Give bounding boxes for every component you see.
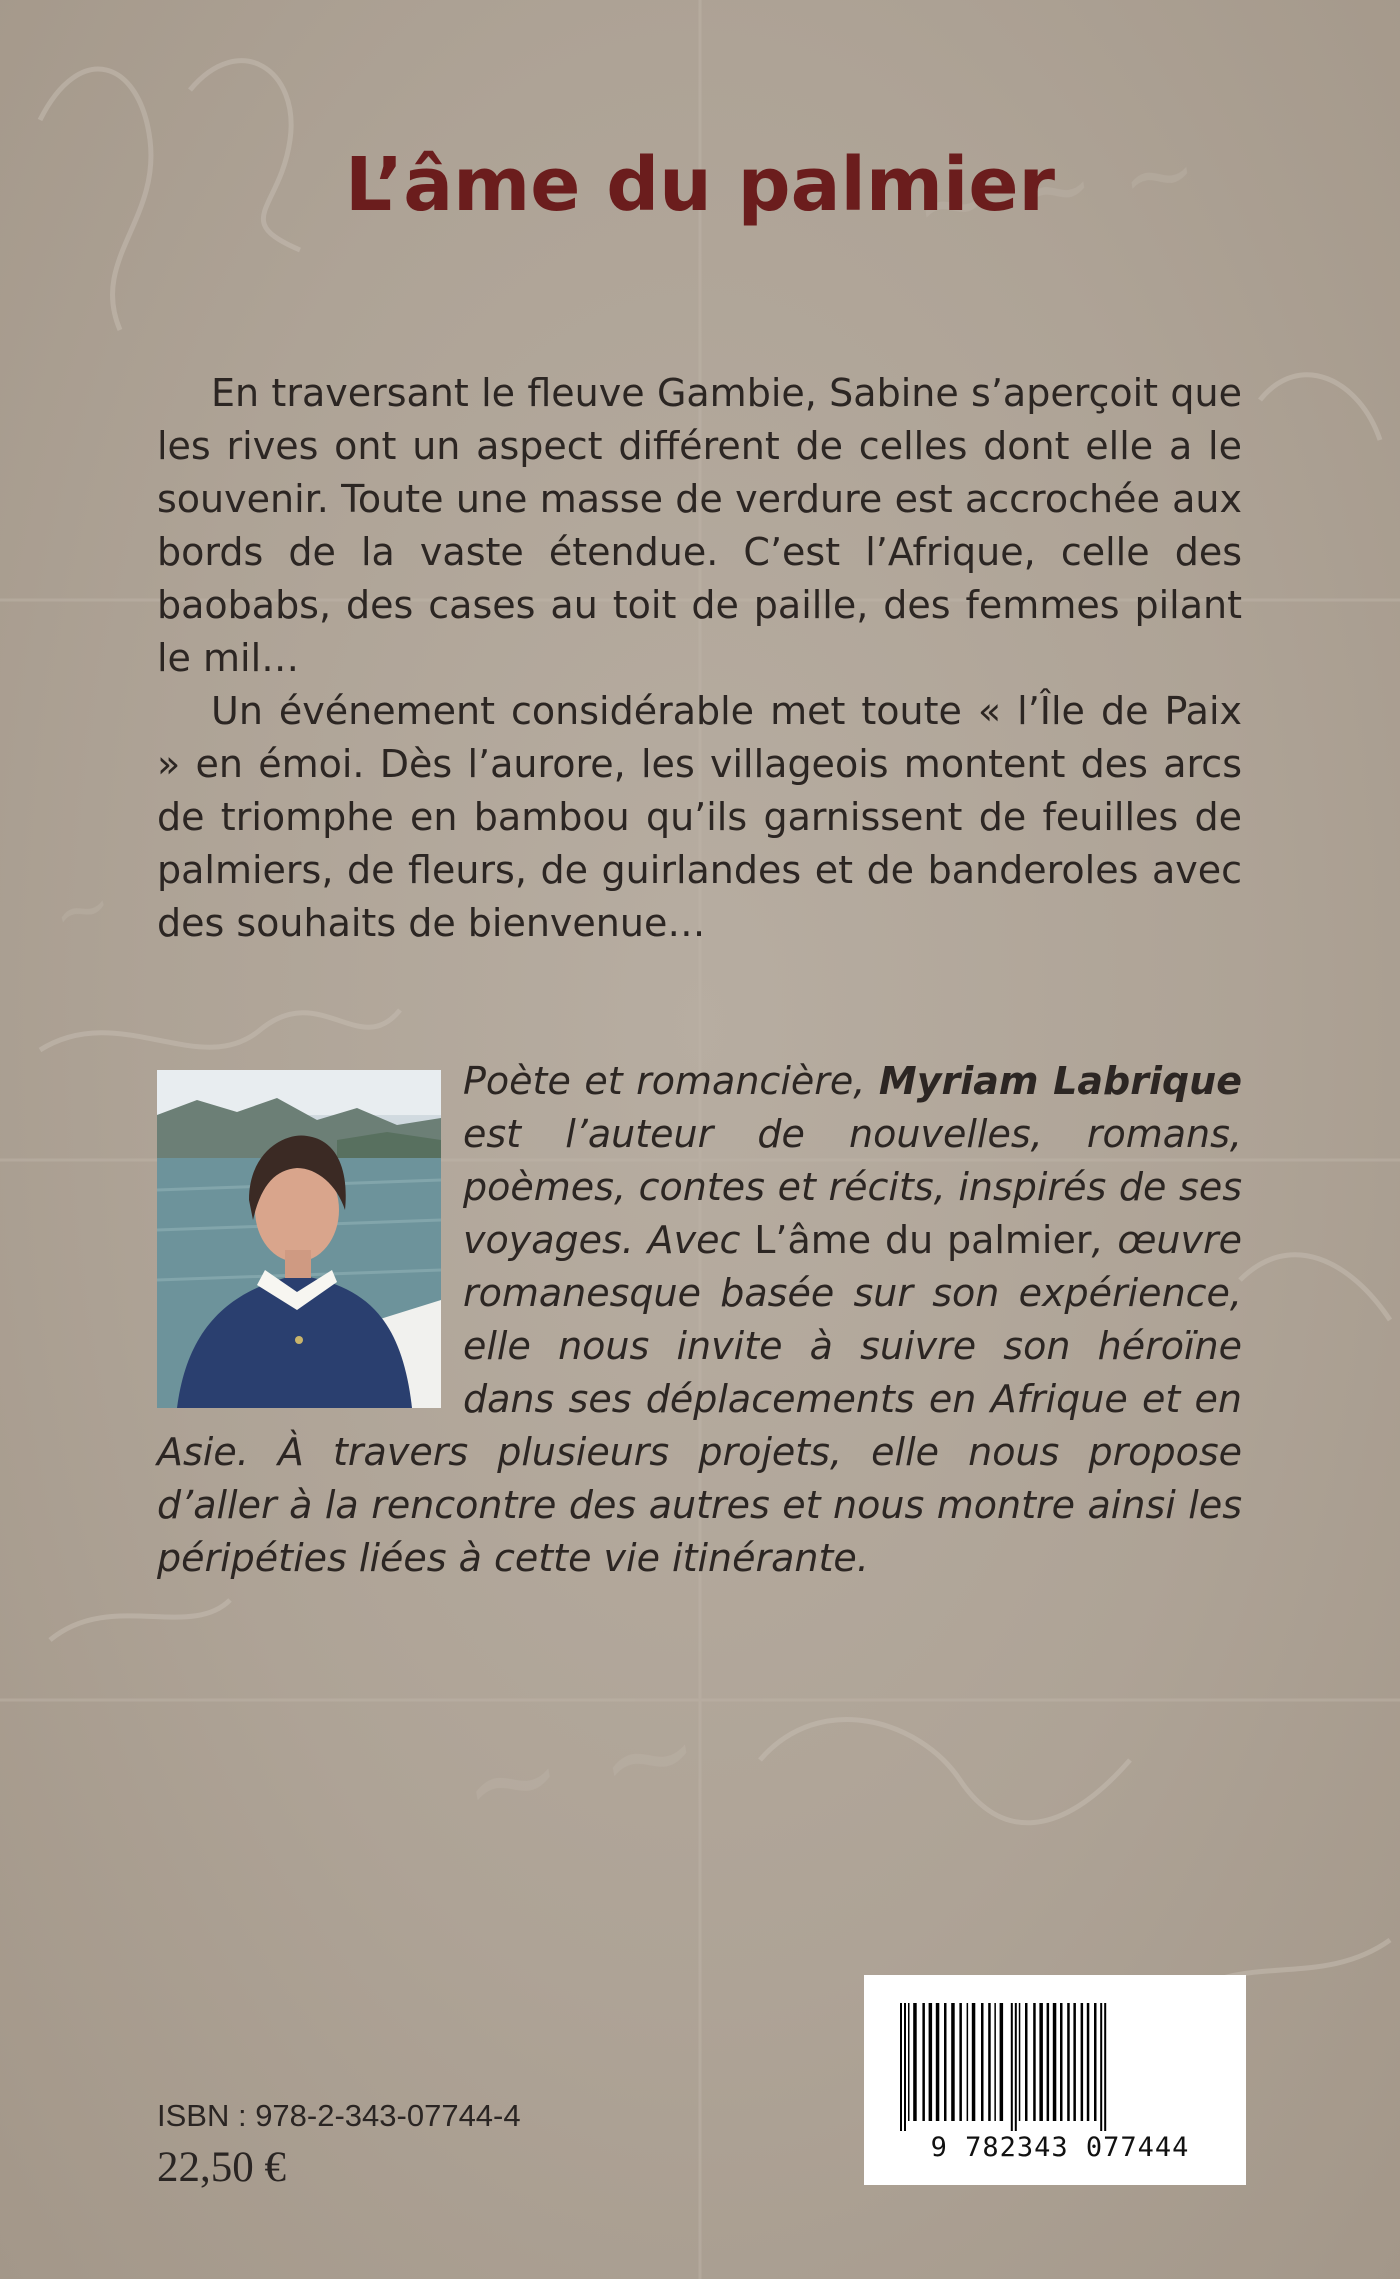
barcode-bar	[951, 2003, 955, 2121]
synopsis	[157, 367, 1242, 950]
barcode-guard-bar	[1104, 2003, 1106, 2131]
barcode-guard-bar	[900, 2003, 902, 2131]
barcode-bar	[1019, 2003, 1021, 2121]
barcode-guard-bar	[1100, 2003, 1102, 2131]
author-bio	[157, 1055, 1242, 1585]
barcode-bar	[1039, 2003, 1043, 2121]
barcode-bar	[967, 2003, 969, 2121]
barcode-bar	[1060, 2003, 1063, 2121]
barcode-bar	[1081, 2003, 1084, 2121]
synopsis-paragraph-2: Un événement considérable met toute « l’Île de Paix » en émoi. Dès l’aurore, les villageois montent des arcs de triomphe en bambou qu’ils garnissent de feuilles de palmiers, de fleurs, de guirlandes et de banderoles avec des souhaits de bienvenue…	[157, 689, 1242, 945]
barcode-bar	[936, 2003, 940, 2121]
book-title-reference: L’âme du palmier	[754, 1218, 1092, 1262]
barcode-bar	[913, 2003, 917, 2121]
barcode	[884, 2003, 1226, 2133]
barcode-bar	[1053, 2003, 1057, 2121]
barcode-guard-bar	[1011, 2003, 1013, 2131]
barcode-guard-bar	[904, 2003, 906, 2131]
barcode-bar	[994, 2003, 996, 2121]
barcode-bar	[1033, 2003, 1036, 2121]
barcode-bar	[1067, 2003, 1070, 2121]
barcode-bar	[944, 2003, 947, 2121]
author-photo	[157, 1070, 441, 1408]
barcode-bar	[1073, 2003, 1076, 2121]
barcode-panel	[864, 1975, 1246, 2185]
barcode-bar	[981, 2003, 984, 2121]
barcode-digits: 9 782343 077444	[930, 2132, 1190, 2163]
barcode-bar	[1094, 2003, 1097, 2121]
barcode-bar	[908, 2003, 910, 2121]
svg-text:~ ~: ~ ~	[450, 1680, 711, 1859]
svg-text:~ ~ ~: ~ ~ ~	[908, 118, 1204, 262]
barcode-bar	[1000, 2003, 1004, 2121]
barcode-bar	[929, 2003, 933, 2121]
barcode-bar	[972, 2003, 976, 2121]
bio-text-1: est l’auteur de nouvelles, romans, poèmes, contes et récits, inspirés de ses voyages. Avec	[463, 1112, 1242, 1262]
barcode-bar	[922, 2003, 925, 2121]
bio-text-2: , œuvre romanesque basée sur son expérience, elle nous invite à suivre son héroïne dans ses déplacements en Afrique et en Asie. À travers plusieurs projets, elle nous propose d’aller à la rencontre des autres et nous montre ainsi les péripéties liées à cette vie itinérante.	[157, 1218, 1242, 1580]
barcode-bar	[1025, 2003, 1028, 2121]
barcode-bar	[1047, 2003, 1050, 2121]
author-name: Myriam Labrique	[878, 1059, 1242, 1103]
barcode-bar	[1087, 2003, 1090, 2121]
barcode-bar	[988, 2003, 991, 2121]
author-portrait-image	[157, 1070, 441, 1408]
synopsis-paragraph-1: En traversant le fleuve Gambie, Sabine s’aperçoit que les rives ont un aspect différent de celles dont elle a le souvenir. Toute une masse de verdure est accrochée aux bords de la vaste étendue. C’est l’Afrique, celle des baobabs, des cases au toit de paille, des femmes pilant le mil…	[157, 371, 1242, 680]
isbn: ISBN : 978-2-343-07744-4	[157, 2098, 521, 2133]
svg-text:~: ~	[43, 862, 122, 957]
bio-intro: Poète et romancière,	[463, 1059, 879, 1103]
barcode-bar	[959, 2003, 962, 2121]
price: 22,50 €	[157, 2144, 286, 2191]
book-title: L’âme du palmier	[344, 142, 1056, 228]
barcode-guard-bar	[1015, 2003, 1017, 2131]
